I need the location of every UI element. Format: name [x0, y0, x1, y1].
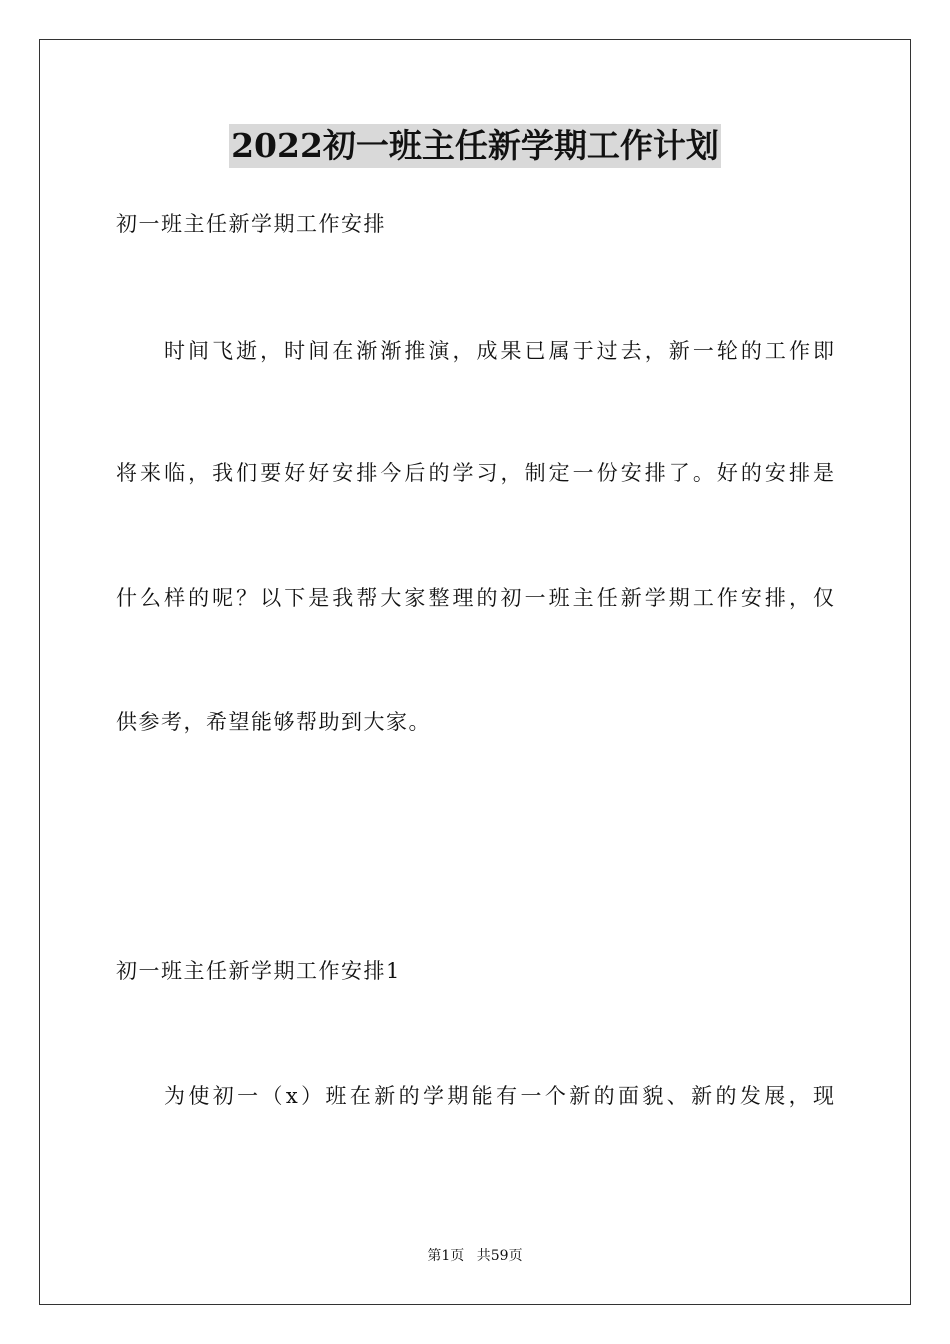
section-heading: 初一班主任新学期工作安排 [116, 212, 386, 236]
page-footer [0, 1246, 950, 1266]
document-title: 2022初一班主任新学期工作计划 [229, 124, 721, 168]
page-number: 第1页 [427, 1248, 465, 1264]
section-heading: 初一班主任新学期工作安排1 [116, 959, 401, 983]
paragraph-line: 供参考，希望能够帮助到大家。 [116, 710, 431, 734]
paragraph-line: 时间飞逝，时间在渐渐推演，成果已属于过去，新一轮的工作即 [164, 339, 834, 363]
paragraph-line: 将来临，我们要好好安排今后的学习，制定一份安排了。好的安排是 [116, 461, 834, 485]
paragraph-line: 什么样的呢？以下是我帮大家整理的初一班主任新学期工作安排，仅 [116, 586, 834, 610]
paragraph-line: 为使初一（x）班在新的学期能有一个新的面貌、新的发展，现 [164, 1084, 834, 1108]
title-container [0, 124, 950, 168]
page-total: 共59页 [476, 1248, 523, 1264]
